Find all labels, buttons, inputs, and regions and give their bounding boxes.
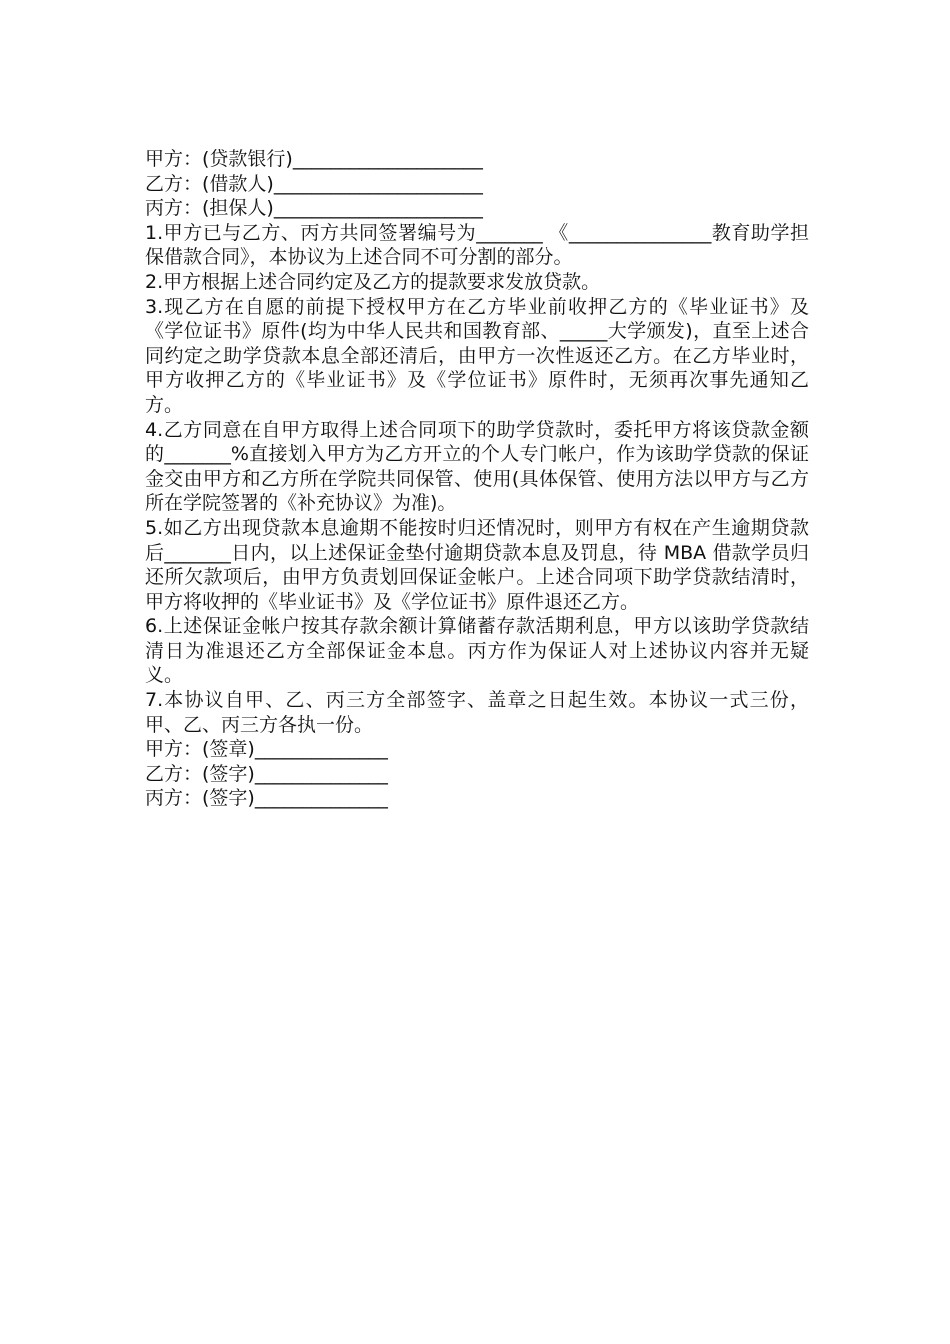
party-c-line: 丙方：(担保人)______________________ <box>145 197 483 220</box>
document-page <box>145 147 809 811</box>
clause-2: 2.甲方根据上述合同约定及乙方的提款要求发放贷款。 <box>145 270 601 293</box>
clause-1: 1.甲方已与乙方、丙方共同签署编号为_______ 《_______________教育助学担保借款合同》，本协议为上述合同不可分割的部分。 <box>145 221 809 269</box>
signature-party-c: 丙方：(签字)______________ <box>145 787 388 810</box>
party-b-line: 乙方：(借款人)______________________ <box>145 172 483 195</box>
signature-party-a: 甲方：(签章)______________ <box>145 738 388 761</box>
clause-5: 5.如乙方出现贷款本息逾期不能按时归还情况时，则甲方有权在产生逾期贷款后_______日内，以上述保证金垫付逾期贷款本息及罚息，待 MBA 借款学员归还所欠款项后，由甲方负责划回保证金帐户。上述合同项下助学贷款结清时，甲方将收押的《毕业证书》及《学位证书》原件退还乙方。 <box>145 516 809 613</box>
clause-3: 3.现乙方在自愿的前提下授权甲方在乙方毕业前收押乙方的《毕业证书》及《学位证书》原件(均为中华人民共和国教育部、_____大学颁发)，直至上述合同约定之助学贷款本息全部还清后，由甲方一次性返还乙方。在乙方毕业时，甲方收押乙方的《毕业证书》及《学位证书》原件时，无须再次事先通知乙方。 <box>145 295 809 416</box>
clause-4: 4.乙方同意在自甲方取得上述合同项下的助学贷款时，委托甲方将该贷款金额的_______%直接划入甲方为乙方开立的个人专门帐户，作为该助学贷款的保证金交由甲方和乙方所在学院共同保管、使用(具体保管、使用方法以甲方与乙方所在学院签署的《补充协议》为准)。 <box>145 418 809 515</box>
party-a-line: 甲方：(贷款银行)____________________ <box>145 148 483 170</box>
clause-6: 6.上述保证金帐户按其存款余额计算储蓄存款活期利息，甲方以该助学贷款结清日为准退还乙方全部保证金本息。丙方作为保证人对上述协议内容并无疑义。 <box>145 615 809 687</box>
clause-7: 7.本协议自甲、乙、丙三方全部签字、盖章之日起生效。本协议一式三份，甲、乙、丙三方各执一份。 <box>145 689 809 736</box>
signature-party-b: 乙方：(签字)______________ <box>145 762 388 785</box>
